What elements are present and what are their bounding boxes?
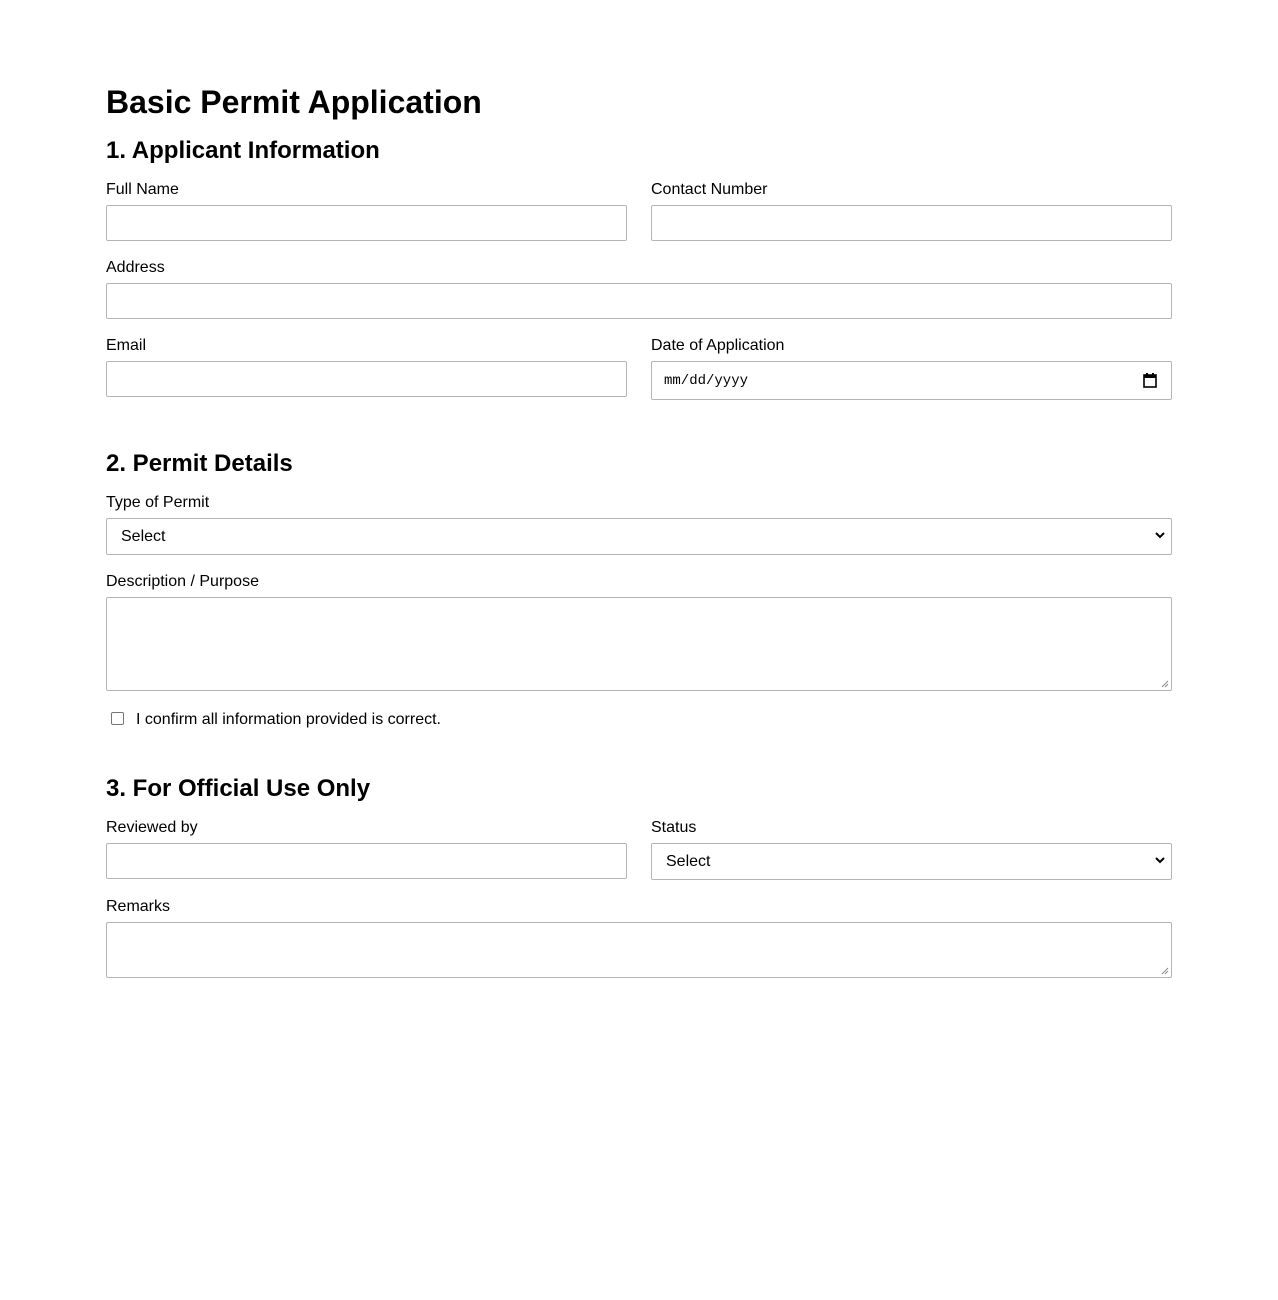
remarks-textarea[interactable] bbox=[106, 922, 1172, 978]
contact-number-label: Contact Number bbox=[651, 181, 768, 198]
date-placeholder: mm/dd/yyyy bbox=[664, 373, 749, 389]
contact-number-input[interactable] bbox=[651, 205, 1172, 241]
page-title: Basic Permit Application bbox=[106, 84, 482, 120]
full-name-input[interactable] bbox=[106, 205, 627, 241]
chevron-down-icon bbox=[1155, 531, 1165, 539]
full-name-label: Full Name bbox=[106, 181, 179, 198]
status-selected: Select bbox=[666, 853, 711, 870]
section-heading-applicant-information: 1. Applicant Information bbox=[106, 137, 380, 164]
type-of-permit-label: Type of Permit bbox=[106, 494, 210, 511]
email-label: Email bbox=[106, 337, 147, 354]
resize-grip-icon[interactable] bbox=[1161, 967, 1169, 975]
section-heading-official-use: 3. For Official Use Only bbox=[106, 775, 371, 802]
confirm-checkbox-label[interactable]: I confirm all information provided is correct. bbox=[136, 711, 441, 728]
type-of-permit-selected: Select bbox=[121, 528, 166, 545]
resize-grip-icon[interactable] bbox=[1161, 680, 1169, 688]
date-of-application-label: Date of Application bbox=[651, 337, 785, 354]
calendar-icon[interactable] bbox=[1143, 373, 1157, 388]
status-label: Status bbox=[651, 819, 697, 836]
type-of-permit-select[interactable] bbox=[106, 518, 1172, 555]
remarks-label: Remarks bbox=[106, 898, 171, 915]
email-input[interactable] bbox=[106, 361, 627, 397]
address-input[interactable] bbox=[106, 283, 1172, 319]
status-select[interactable] bbox=[651, 843, 1172, 880]
reviewed-by-label: Reviewed by bbox=[106, 819, 198, 836]
date-of-application-input[interactable] bbox=[651, 361, 1172, 400]
description-label: Description / Purpose bbox=[106, 573, 259, 590]
description-textarea[interactable] bbox=[106, 597, 1172, 691]
chevron-down-icon bbox=[1155, 856, 1165, 864]
section-heading-permit-details: 2. Permit Details bbox=[106, 450, 293, 477]
address-label: Address bbox=[106, 259, 165, 276]
confirm-checkbox[interactable] bbox=[111, 712, 124, 725]
reviewed-by-input[interactable] bbox=[106, 843, 627, 879]
